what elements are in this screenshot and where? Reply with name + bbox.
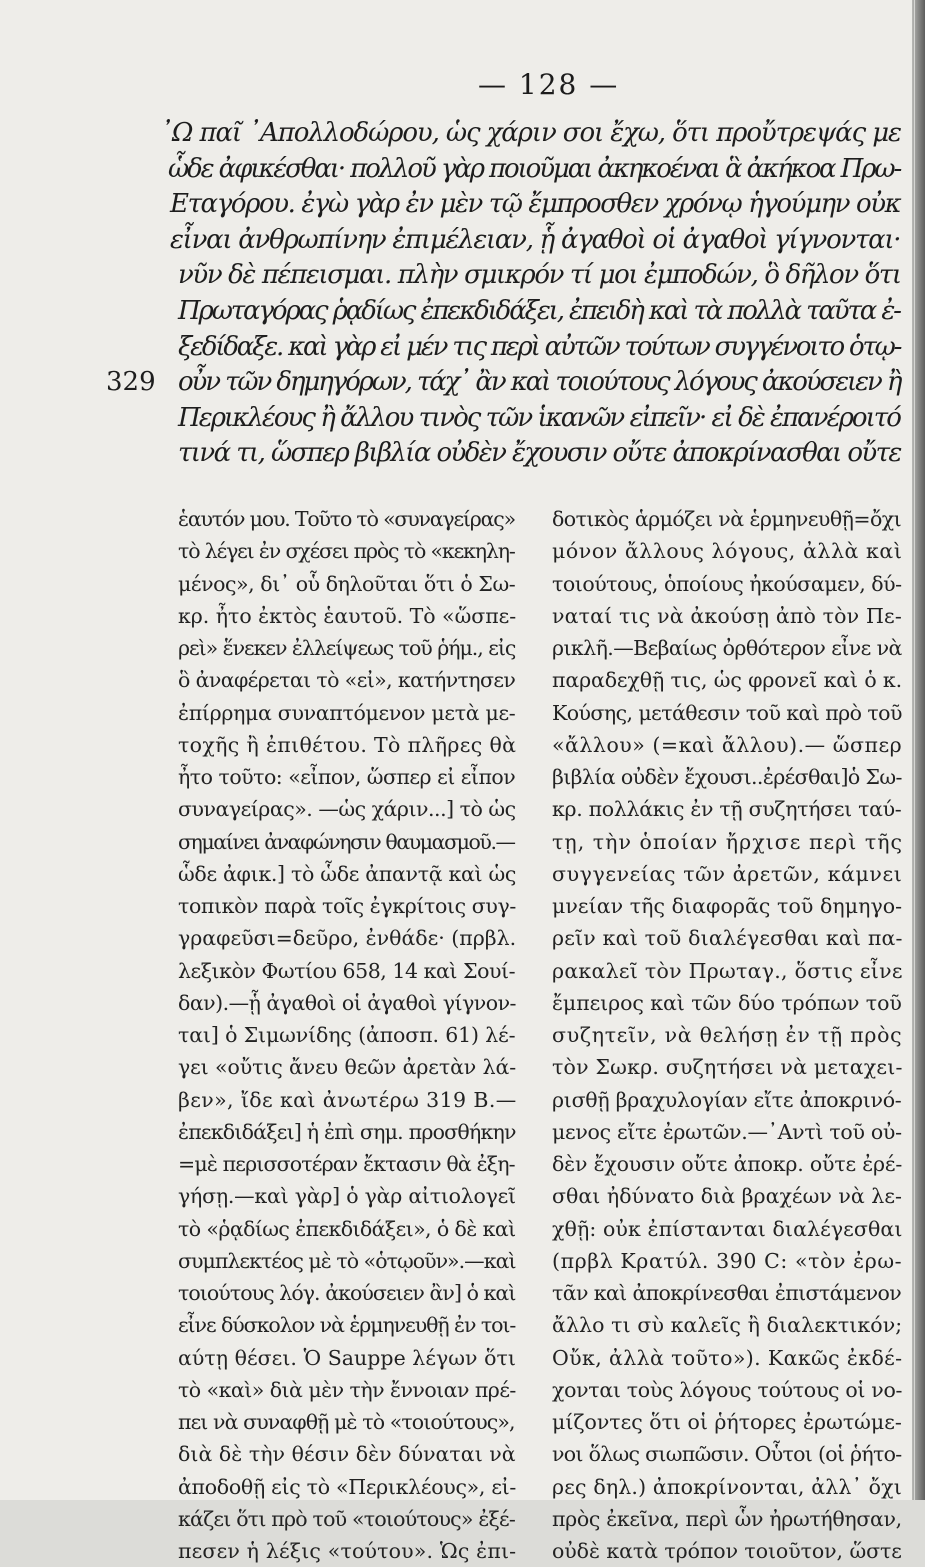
commentary-line: ἄλλο τι σὺ καλεῖς ἢ διαλεκτικόν; bbox=[552, 1313, 903, 1338]
commentary-line: κρ. ἦτο ἐκτὸς ἑαυτοῦ. Τὸ «ὥσπε- bbox=[178, 603, 517, 628]
commentary-line: δοτικὸς ἁρμόζει νὰ ἑρμηνευθῇ=ὄχι bbox=[552, 507, 902, 531]
commentary-line: ἑαυτόν μου. Τοῦτο τὸ «συναγείρας» bbox=[178, 507, 515, 531]
commentary-line: μόνον ἄλλους λόγους, ἀλλὰ καὶ bbox=[552, 539, 903, 564]
commentary-line: λεξικὸν Φωτίου 658, 14 καὶ Σουί- bbox=[178, 958, 516, 983]
commentary-line: πει νὰ συναφθῇ μὲ τὸ «τοιούτους», bbox=[178, 1410, 515, 1434]
commentary-line: τοπικὸν παρὰ τοῖς ἐγκρίτοις συγ- bbox=[178, 894, 516, 918]
main-text-line: ὧδε ἀφικέσθαι· πολλοῦ γὰρ ποιοῦμαι ἀκηκοέναι ἃ ἀκήκοα Πρω- bbox=[168, 153, 901, 184]
commentary-line: συμπλεκτέος μὲ τὸ «ὁτῳοῦν».—καὶ bbox=[178, 1248, 516, 1273]
commentary-line: βιβλία οὐδὲν ἔχουσι..ἐρέσθαι]ὁ Σω- bbox=[552, 765, 902, 789]
commentary-line: βεν», ἴδε καὶ ἀνωτέρω 319 Β.— bbox=[178, 1087, 517, 1112]
commentary-line: μνείαν τῆς διαφορᾶς τοῦ δημηγο- bbox=[552, 894, 903, 918]
commentary-line: Κούσης, μετάθεσιν τοῦ καὶ πρὸ τοῦ bbox=[552, 700, 902, 725]
commentary-line: ἔμπειρος καὶ τῶν δύο τρόπων τοῦ bbox=[552, 990, 902, 1015]
commentary-line: ρακαλεῖ τὸν Πρωταγ., ὅστις εἶνε bbox=[552, 958, 903, 983]
commentary-line: τὸ «καὶ» διὰ μὲν τὴν ἔννοιαν πρέ- bbox=[178, 1377, 516, 1402]
commentary-line: νοι ὅλως σιωπῶσιν. Οὗτοι (οἱ ῥήτο- bbox=[552, 1442, 902, 1467]
commentary-line: πεσεν ἡ λέξις «τούτου». Ὡς ἐπι- bbox=[178, 1539, 517, 1563]
commentary-line: κάζει ὅτι πρὸ τοῦ «τοιούτους» ἐξέ- bbox=[178, 1506, 516, 1531]
commentary-line: τοχῆς ἢ ἐπιθέτου. Τὸ πλῆρες θὰ bbox=[178, 732, 517, 757]
commentary-line: παραδεχθῇ τις, ὡς φρονεῖ καὶ ὁ κ. bbox=[552, 668, 903, 693]
commentary-line: γει «οὔτις ἄνευ θεῶν ἀρετὰν λά- bbox=[178, 1055, 517, 1080]
commentary-line: οὐδὲ κατὰ τρόπον τοιοῦτον, ὥστε bbox=[552, 1539, 902, 1563]
book-spine-shadow bbox=[912, 0, 925, 1500]
commentary-line: συζητεῖν, νὰ θελήσῃ ἐν τῇ πρὸς bbox=[552, 1023, 903, 1047]
commentary-line: μίζοντες ὅτι οἱ ῥήτορες ἐρωτώμε- bbox=[552, 1410, 902, 1434]
commentary-line: συγγενείας τῶν ἀρετῶν, κάμνει bbox=[552, 861, 903, 886]
commentary-line: ρες δηλ.) ἀποκρίνονται, ἀλλ᾿ ὄχι bbox=[552, 1474, 902, 1499]
main-text-line: τινά τι, ὥσπερ βιβλία οὐδὲν ἔχουσιν οὔτε ἀποκρίνασθαι οὔτε bbox=[178, 438, 901, 469]
commentary-line: τὸ «ῥᾳδίως ἐπεκδιδάξει», ὁ δὲ καὶ bbox=[178, 1216, 516, 1241]
commentary-line: εἶνε δύσκολον νὰ ἑρμηνευθῇ ἐν τοι- bbox=[178, 1313, 516, 1338]
commentary-line: ρεὶ» ἕνεκεν ἐλλείψεως τοῦ ῥήμ., εἰς bbox=[178, 636, 516, 660]
commentary-line: σθαι ἠδύνατο διὰ βραχέων νὰ λε- bbox=[552, 1184, 902, 1209]
commentary-line: ρισθῇ βραχυλογίαν εἴτε ἀποκρινό- bbox=[552, 1087, 902, 1112]
main-text-line: νῦν δὲ πέπεισμαι. πλὴν σμικρόν τί μοι ἐμποδών, ὃ δῆλον ὅτι bbox=[178, 260, 901, 291]
main-text-line: 329 οὖν τῶν δημηγόρων, τάχ᾿ ἂν καὶ τοιούτους λόγους ἀκούσειεν ἢ bbox=[160, 365, 910, 401]
commentary-line: τὸν Σωκρ. συζητήσει νὰ μεταχει- bbox=[552, 1055, 903, 1080]
main-text-line: ᾿Ω παῖ ᾿Απολλοδώρου, ὡς χάριν σοι ἔχω, ὅτι προὔτρεψάς με bbox=[160, 118, 901, 148]
main-text-line: Πρωταγόρας ῥᾳδίως ἐπεκδιδάξει, ἐπειδὴ καὶ τὰ πολλὰ ταῦτα ἐ- bbox=[178, 295, 900, 326]
page-number: — 128 — bbox=[478, 68, 620, 101]
commentary-line: ναταί τις νὰ ἀκούσῃ ἀπὸ τὸν Πε- bbox=[552, 603, 902, 628]
commentary-line: «ἄλλου» (=καὶ ἄλλου).— ὥσπερ bbox=[552, 732, 903, 757]
commentary-line: (πρβλ Κρατύλ. 390 C: «τὸν ἐρω- bbox=[552, 1248, 903, 1273]
commentary-line: χονται τοὺς λόγους τούτους οἱ νο- bbox=[552, 1377, 903, 1402]
commentary-line: δὲν ἔχουσιν οὔτε ἀποκρ. οὔτε ἐρέ- bbox=[552, 1152, 903, 1176]
commentary-line: μενος εἴτε ἐρωτῶν.—᾿Αντὶ τοῦ οὐ- bbox=[552, 1119, 902, 1144]
commentary-line: δαν).—ᾗ ἀγαθοὶ οἱ ἀγαθοὶ γίγνον- bbox=[178, 990, 516, 1015]
commentary-line: σημαίνει ἀναφώνησιν θαυμασμοῦ.— bbox=[178, 829, 515, 854]
stephanus-number: 329 bbox=[106, 367, 156, 398]
commentary-line: τοιούτους λόγ. ἀκούσειεν ἂν] ὁ καὶ bbox=[178, 1281, 516, 1305]
commentary-line: αύτῃ θέσει. Ὁ Sauppe λέγων ὅτι bbox=[178, 1345, 516, 1370]
commentary-line: Οὔκ, ἀλλὰ τοῦτο»). Κακῶς ἐκδέ- bbox=[552, 1345, 903, 1370]
commentary-line: γήσῃ.—καὶ γὰρ] ὁ γὰρ αἰτιολογεῖ bbox=[178, 1184, 516, 1209]
commentary-line: ρικλῆ.—Βεβαίως ὀρθότερον εἶνε νὰ bbox=[552, 636, 902, 660]
commentary-line: ρεῖν καὶ τοῦ διαλέγεσθαι καὶ πα- bbox=[552, 926, 903, 951]
commentary-line: μένος», δι᾿ οὗ δηλοῦται ὅτι ὁ Σω- bbox=[178, 571, 516, 596]
commentary-line: κρ. πολλάκις ἐν τῇ συζητήσει ταύ- bbox=[552, 797, 902, 822]
commentary-right-column bbox=[552, 503, 904, 1567]
commentary-line: γραφεῦσι=δεῦρο, ἐνθάδε· (πρβλ. bbox=[178, 926, 517, 951]
commentary-line: ὃ ἀναφέρεται τὸ «εἰ», κατήντησεν bbox=[178, 668, 516, 693]
commentary-left-column bbox=[178, 503, 518, 1567]
commentary-line: τῃ, τὴν ὁποίαν ἤρχισε περὶ τῆς bbox=[552, 829, 904, 854]
main-text-line: εἶναι ἀνθρωπίνην ἐπιμέλειαν, ᾗ ἀγαθοὶ οἱ ἀγαθοὶ γίγνονται· bbox=[170, 224, 901, 255]
commentary-line: πρὸς ἐκεῖνα, περὶ ὧν ἠρωτήθησαν, bbox=[552, 1506, 902, 1531]
commentary-line: ὧδε ἀφικ.] τὸ ὧδε ἀπαντᾷ καὶ ὡς bbox=[178, 861, 517, 886]
commentary-line: τὸ λέγει ἐν σχέσει πρὸς τὸ «κεκηλη- bbox=[178, 539, 515, 564]
commentary-line: συναγείρας». —ὡς χάριν...] τὸ ὡς bbox=[178, 797, 516, 822]
main-text-line: ξεδίδαξε. καὶ γὰρ εἰ μέν τις περὶ αὐτῶν τούτων συγγένοιτο ὁτῳ- bbox=[178, 331, 901, 362]
commentary-line: διὰ δὲ τὴν θέσιν δὲν δύναται νὰ bbox=[178, 1442, 516, 1467]
commentary-line: ται] ὁ Σιμωνίδης (ἀποσπ. 61) λέ- bbox=[178, 1023, 516, 1047]
main-text-line: Εταγόρου. ἐγὼ γὰρ ἐν μὲν τῷ ἔμπροσθεν χρόνῳ ἡγούμην οὐκ bbox=[170, 189, 901, 220]
commentary-line: ἦτο τοῦτο: «εἶπον, ὥσπερ εἰ εἶπον bbox=[178, 765, 516, 789]
commentary-line: ἀποδοθῇ εἰς τὸ «Περικλέους», εἰ- bbox=[178, 1474, 517, 1499]
commentary-line: ἐπίρρημα συναπτόμενον μετὰ με- bbox=[178, 700, 516, 725]
main-text bbox=[106, 116, 910, 472]
commentary-line: χθῇ: οὐκ ἐπίστανται διαλέγεσθαι bbox=[552, 1216, 903, 1241]
commentary-line: ἐπεκδιδάξει] ἡ ἐπὶ σημ. προσθήκην bbox=[178, 1119, 516, 1144]
commentary-line: τᾶν καὶ ἀποκρίνεσθαι ἐπιστάμενον bbox=[552, 1281, 902, 1305]
commentary-line: τοιούτους, ὁποίους ἠκούσαμεν, δύ- bbox=[552, 571, 902, 596]
main-text-line: Περικλέους ἢ ἄλλου τινὸς τῶν ἱκανῶν εἰπεῖν· εἰ δὲ ἐπανέροιτό bbox=[178, 402, 900, 433]
commentary-line: =μὲ περισσοτέραν ἔκτασιν θὰ ἐξη- bbox=[178, 1152, 515, 1176]
